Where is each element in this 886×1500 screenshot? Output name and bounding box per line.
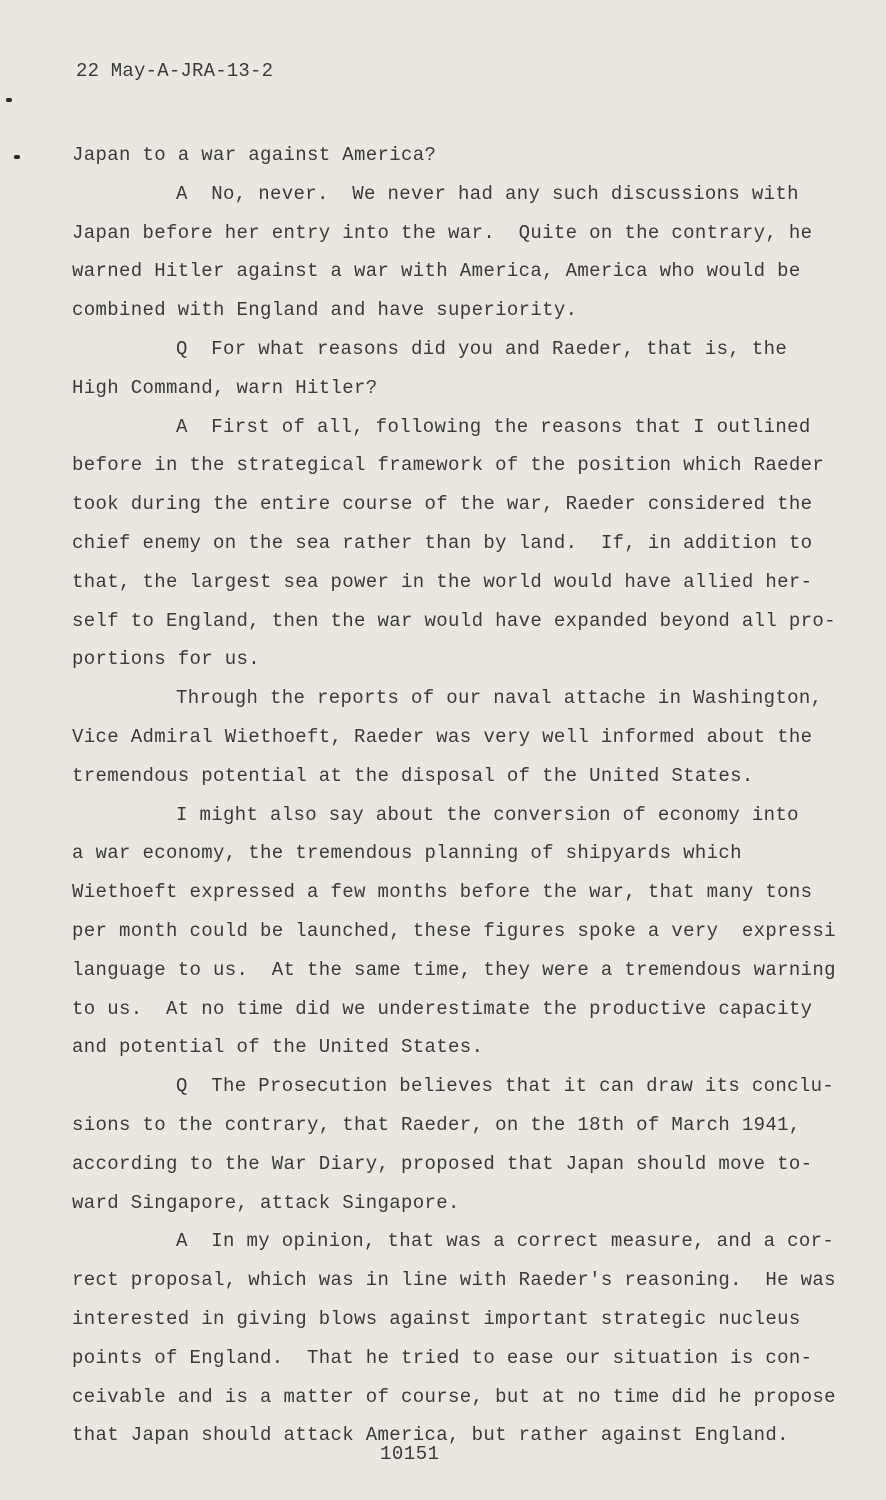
text-line: Q For what reasons did you and Raeder, that is, the [176, 337, 788, 360]
text-line: Wiethoeft expressed a few months before the war, that many tons [72, 881, 813, 904]
text-line: that, the largest sea power in the world would have allied her- [72, 570, 813, 593]
text-line: a war economy, the tremendous planning of shipyards which [72, 842, 742, 865]
text-line: Japan before her entry into the war. Quite on the contrary, he [72, 221, 813, 244]
text-line: language to us. At the same time, they were a tremendous warning [72, 958, 836, 981]
text-line: that Japan should attack America, but rather against England. [72, 1424, 789, 1447]
text-line: rect proposal, which was in line with Raeder's reasoning. He was [72, 1269, 836, 1292]
text-line: sions to the contrary, that Raeder, on the 18th of March 1941, [72, 1113, 801, 1136]
punch-mark [14, 155, 20, 159]
text-line: A In my opinion, that was a correct measure, and a cor- [176, 1230, 835, 1253]
text-line: portions for us. [72, 648, 261, 671]
text-line: before in the strategical framework of the position which Raeder [72, 454, 825, 477]
document-reference: 22 May-A-JRA-13-2 [76, 60, 274, 82]
text-line: and potential of the United States. [72, 1036, 484, 1059]
punch-mark [6, 98, 12, 102]
text-line: chief enemy on the sea rather than by land. If, in addition to [72, 531, 813, 554]
page-number: 10151 [380, 1443, 440, 1465]
text-line: according to the War Diary, proposed that Japan should move to- [72, 1152, 813, 1175]
text-line: ceivable and is a matter of course, but at no time did he propose [72, 1385, 836, 1408]
text-line: I might also say about the conversion of economy into [176, 803, 799, 826]
text-line: interested in giving blows against important strategic nucleus [72, 1307, 801, 1330]
text-line: ward Singapore, attack Singapore. [72, 1191, 460, 1214]
text-line: took during the entire course of the war, Raeder considered the [72, 493, 813, 516]
transcript-body [72, 136, 862, 1455]
text-line: self to England, then the war would have expanded beyond all pro- [72, 609, 836, 632]
text-line: High Command, warn Hitler? [72, 376, 378, 399]
text-line: Vice Admiral Wiethoeft, Raeder was very well informed about the [72, 725, 813, 748]
text-line: per month could be launched, these figures spoke a very expressi [72, 919, 836, 942]
text-line: to us. At no time did we underestimate the productive capacity [72, 997, 813, 1020]
text-line: A No, never. We never had any such discussions with [176, 182, 799, 205]
text-line: A First of all, following the reasons that I outlined [176, 415, 811, 438]
text-line: tremendous potential at the disposal of the United States. [72, 764, 754, 787]
text-line: Q The Prosecution believes that it can draw its conclu- [176, 1075, 835, 1098]
text-line: warned Hitler against a war with America, America who would be [72, 260, 801, 283]
text-line: Japan to a war against America? [72, 144, 437, 166]
text-line: Through the reports of our naval attache in Washington, [176, 687, 823, 710]
text-line: combined with England and have superiority. [72, 299, 578, 322]
text-line: points of England. That he tried to ease our situation is con- [72, 1346, 813, 1369]
